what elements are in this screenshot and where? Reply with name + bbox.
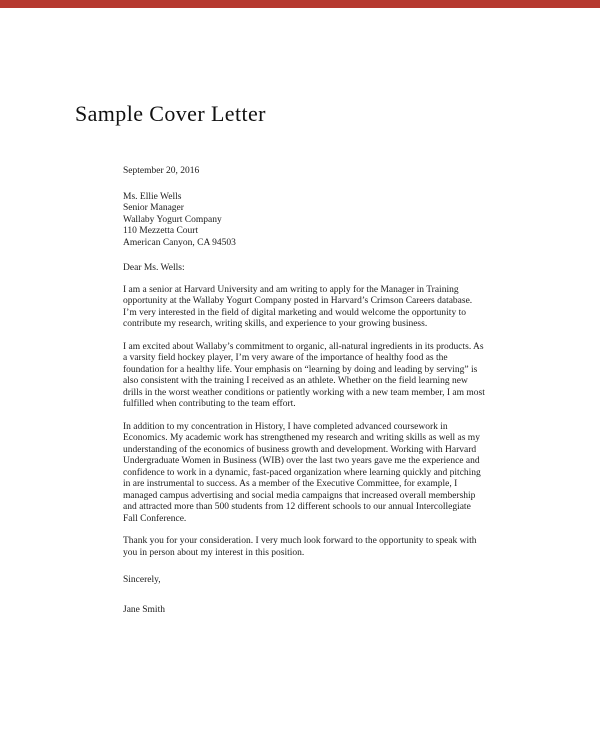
signature-name: Jane Smith: [123, 604, 165, 615]
recipient-street: 110 Mezzetta Court: [123, 226, 199, 236]
top-accent-bar: [0, 0, 600, 8]
letter-paragraph-2: I am excited about Wallaby’s commitment to organic, all-natural ingredients in its products. As a varsity field hockey player, I’m very aware of the importance of healthy food as the foundation for a healthy life. Your emphasis on “learning by doing and leading by serving” is also consistent with the training I received as an athlete. Whether on the field learning new drills in the worst weather conditions or patiently working with a new team member, I am most fulfilled when contributing to the team effort.: [123, 341, 485, 409]
salutation: Dear Ms. Wells:: [123, 263, 185, 273]
page-title: Sample Cover Letter: [75, 100, 266, 126]
recipient-company: Wallaby Yogurt Company: [123, 214, 222, 225]
recipient-city-state-zip: American Canyon, CA 94503: [123, 237, 236, 248]
recipient-name: Ms. Ellie Wells: [123, 191, 182, 202]
letter-date: September 20, 2016: [123, 166, 200, 176]
cover-letter-body: [123, 166, 485, 616]
letter-paragraph-4: Thank you for your consideration. I very much look forward to the opportunity to speak with you in person about my interest in this position.: [123, 536, 477, 558]
recipient-address-block: [123, 192, 485, 250]
closing-line: Sincerely,: [123, 575, 161, 585]
letter-paragraph-1: I am a senior at Harvard University and am writing to apply for the Manager in Training opportunity at the Wallaby Yogurt Company posted in Harvard’s Crimson Careers database. I’m very interested in the field of digital marketing and would welcome the opportunity to contribute my research, writing skills, and experience to your growing business.: [123, 284, 473, 329]
letter-paragraph-3: In addition to my concentration in History, I have completed advanced coursework in Economics. My academic work has strengthened my research and writing skills as well as my understanding of the economics of business growth and development. Working with Harvard Undergraduate Women in Business (WIB) over the last two years gave me the experience and confidence to work in a dynamic, fast-paced organization where learning quickly and pitching in are instrumental to success. As a member of the Executive Committee, for example, I managed campus advertising and social media campaigns that increased overall membership and attracted more than 500 students from 12 different schools to our annual Intercollegiate Fall Conference.: [123, 421, 481, 524]
recipient-title: Senior Manager: [123, 203, 184, 213]
